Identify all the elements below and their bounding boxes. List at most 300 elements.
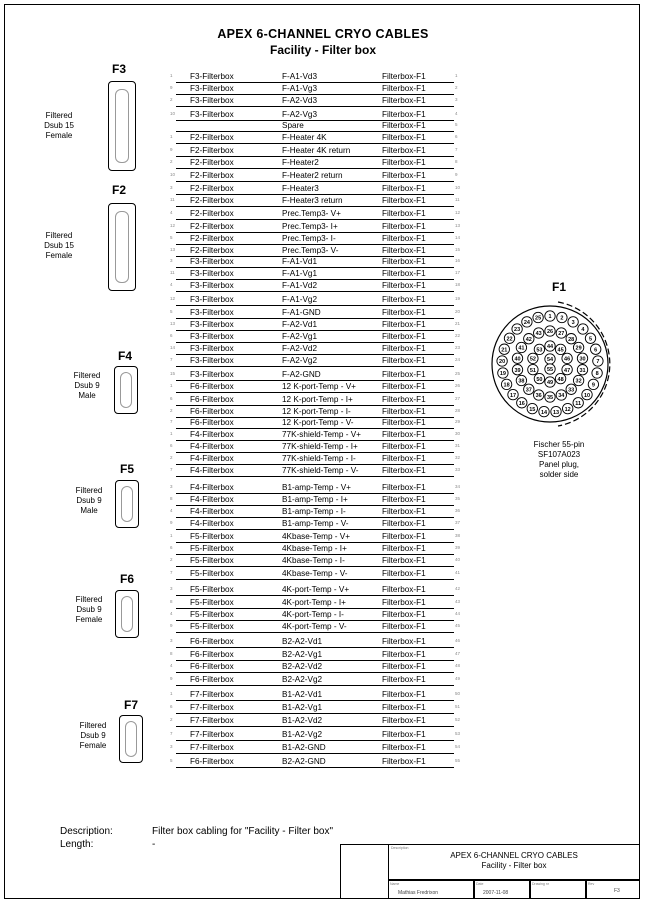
f1-pin-number: 29 bbox=[575, 345, 582, 352]
wire-pin-left: 4 bbox=[170, 508, 173, 513]
wire-signal: 4Kbase-Temp - V+ bbox=[282, 532, 351, 541]
wire-row bbox=[0, 556, 646, 568]
wire-destination: Filterbox-F1 bbox=[382, 96, 426, 105]
wire-row bbox=[0, 222, 646, 234]
wire-source: F6-Filterbox bbox=[190, 407, 234, 416]
f1-pin-number: 26 bbox=[546, 329, 554, 336]
wire-signal: F-A2-Vd3 bbox=[282, 96, 318, 105]
connector-f6-desc-line: Dsub 9 bbox=[76, 605, 102, 614]
wire-signal: B1-amp-Temp - V- bbox=[282, 519, 349, 528]
wire-signal: B2-A2-Vd2 bbox=[282, 662, 323, 671]
title-block-description-caption: Description bbox=[391, 846, 409, 850]
wire-source: F3-Filterbox bbox=[190, 72, 234, 81]
connector-f4-label: F4 bbox=[118, 349, 133, 363]
f1-pin-number: 27 bbox=[558, 331, 565, 338]
connector-f1-desc-line: solder side bbox=[539, 470, 579, 479]
wire-line bbox=[176, 305, 454, 306]
wire-pin-right: 8 bbox=[455, 159, 458, 164]
wire-row bbox=[0, 757, 646, 769]
wire-pin-left: 3 bbox=[170, 638, 173, 643]
wire-source: F6-Filterbox bbox=[190, 395, 234, 404]
wire-signal: F-A2-Vd2 bbox=[282, 344, 318, 353]
wire-destination: Filterbox-F1 bbox=[382, 743, 426, 752]
drawing-title: APEX 6-CHANNEL CRYO CABLES bbox=[217, 27, 429, 41]
wire-pin-right: 19 bbox=[455, 296, 461, 301]
length-value: - bbox=[152, 839, 156, 850]
wire-line bbox=[176, 366, 454, 367]
connector-f5-label: F5 bbox=[120, 462, 135, 476]
wire-destination: Filterbox-F1 bbox=[382, 281, 426, 290]
f1-pin-number: 48 bbox=[557, 376, 564, 383]
wire-destination: Filterbox-F1 bbox=[382, 344, 426, 353]
wire-signal: F-A2-Vg1 bbox=[282, 332, 318, 341]
wire-row bbox=[0, 675, 646, 687]
wire-destination: Filterbox-F1 bbox=[382, 483, 426, 492]
wire-signal: 12 K-port-Temp - V- bbox=[282, 418, 354, 427]
wire-destination: Filterbox-F1 bbox=[382, 757, 426, 766]
title-block-date: 2007-11-08 bbox=[483, 890, 509, 896]
wire-signal: F-A2-GND bbox=[282, 370, 321, 379]
wire-pin-right: 53 bbox=[455, 731, 461, 736]
wire-pin-right: 38 bbox=[455, 533, 461, 538]
f1-pin-number: 28 bbox=[568, 336, 575, 343]
wire-destination: Filterbox-F1 bbox=[382, 72, 426, 81]
wire-signal: 4Kbase-Temp - V- bbox=[282, 569, 348, 578]
wire-source: F4-Filterbox bbox=[190, 466, 234, 475]
wire-source: F3-Filterbox bbox=[190, 320, 234, 329]
wire-signal: F-Heater2 return bbox=[282, 171, 343, 180]
wire-pin-right: 33 bbox=[455, 467, 461, 472]
description-value: Filter box cabling for "Facility - Filter box" bbox=[152, 826, 334, 837]
wire-signal: B1-A2-Vd2 bbox=[282, 716, 323, 725]
wire-source: F7-Filterbox bbox=[190, 716, 234, 725]
wire-row bbox=[0, 121, 646, 133]
wire-destination: Filterbox-F1 bbox=[382, 158, 426, 167]
wire-destination: Filterbox-F1 bbox=[382, 730, 426, 739]
wire-signal: 4Kbase-Temp - I+ bbox=[282, 544, 347, 553]
f1-pin-number: 17 bbox=[509, 392, 517, 399]
title-block-name-caption: Name bbox=[390, 882, 400, 886]
f1-pin-number: 12 bbox=[564, 406, 571, 413]
connector-f3-label: F3 bbox=[112, 62, 127, 76]
wire-pin-right: 52 bbox=[455, 717, 461, 722]
connector-f1-desc-line: Fischer 55-pin bbox=[533, 440, 585, 449]
wire-row bbox=[0, 637, 646, 649]
wire-signal: Prec.Temp3- V- bbox=[282, 246, 339, 255]
f1-pin-number: 33 bbox=[568, 387, 575, 394]
wire-pin-left: 5 bbox=[170, 758, 173, 763]
wire-source: F4-Filterbox bbox=[190, 507, 234, 516]
wire-line bbox=[176, 279, 454, 280]
f1-pin-number: 37 bbox=[525, 387, 532, 394]
wire-signal: 77K-shield-Temp - I- bbox=[282, 454, 356, 463]
wire-pin-left: 3 bbox=[170, 185, 173, 190]
wire-source: F6-Filterbox bbox=[190, 382, 234, 391]
wire-pin-right: 22 bbox=[455, 333, 461, 338]
wire-line bbox=[176, 380, 454, 381]
wire-line bbox=[176, 405, 454, 406]
wire-row bbox=[0, 209, 646, 221]
wire-line bbox=[176, 685, 454, 686]
wire-pin-left: 2 bbox=[170, 717, 173, 722]
wire-source: F5-Filterbox bbox=[190, 610, 234, 619]
wire-line bbox=[176, 440, 454, 441]
wire-line bbox=[176, 554, 454, 555]
connector-f7-label: F7 bbox=[124, 698, 139, 712]
wire-pin-left: 2 bbox=[170, 455, 173, 460]
wire-line bbox=[176, 143, 454, 144]
wire-line bbox=[176, 206, 454, 207]
wire-line bbox=[176, 106, 454, 107]
f1-pin-number: 51 bbox=[529, 367, 536, 374]
wire-signal: 77K-shield-Temp - V+ bbox=[282, 430, 361, 439]
description-label: Description: bbox=[60, 826, 113, 837]
wire-destination: Filterbox-F1 bbox=[382, 622, 426, 631]
wire-destination: Filterbox-F1 bbox=[382, 395, 426, 404]
wire-pin-left: 14 bbox=[170, 345, 176, 350]
wire-signal: F-A1-Vd1 bbox=[282, 257, 318, 266]
wire-line bbox=[176, 464, 454, 465]
f1-pin-number: 11 bbox=[575, 401, 582, 407]
wire-source: F2-Filterbox bbox=[190, 133, 234, 142]
wire-pin-right: 17 bbox=[455, 270, 461, 275]
wire-destination: Filterbox-F1 bbox=[382, 110, 426, 119]
wire-pin-right: 55 bbox=[455, 758, 461, 763]
wire-pin-left: 4 bbox=[170, 663, 173, 668]
connector-f6-desc-line: Female bbox=[75, 615, 103, 624]
wire-row bbox=[0, 598, 646, 610]
wire-line bbox=[176, 131, 454, 132]
wire-line bbox=[176, 156, 454, 157]
wire-destination: Filterbox-F1 bbox=[382, 703, 426, 712]
wire-pin-left: 1 bbox=[170, 134, 173, 139]
wire-pin-left: 6 bbox=[170, 704, 173, 709]
wire-pin-right: 26 bbox=[455, 383, 461, 388]
wire-pin-right: 18 bbox=[455, 282, 461, 287]
wire-signal: 4Kbase-Temp - I- bbox=[282, 556, 345, 565]
wire-line bbox=[176, 579, 454, 580]
wire-line bbox=[176, 291, 454, 292]
wire-pin-left: 2 bbox=[170, 557, 173, 562]
wire-destination: Filterbox-F1 bbox=[382, 675, 426, 684]
wire-pin-left: 13 bbox=[170, 321, 176, 326]
wire-signal: Spare bbox=[282, 121, 304, 130]
wire-pin-left: 15 bbox=[170, 371, 176, 376]
f1-pin-number: 46 bbox=[564, 356, 571, 363]
wire-signal: 4K-port-Temp - V+ bbox=[282, 585, 350, 594]
wire-destination: Filterbox-F1 bbox=[382, 418, 426, 427]
wire-row bbox=[0, 483, 646, 495]
wire-pin-right: 32 bbox=[455, 455, 461, 460]
wire-line bbox=[176, 700, 454, 701]
wire-line bbox=[176, 392, 454, 393]
wire-pin-left: 9 bbox=[170, 85, 173, 90]
wire-source: F6-Filterbox bbox=[190, 637, 234, 646]
wire-source: F2-Filterbox bbox=[190, 171, 234, 180]
connector-f6-label: F6 bbox=[120, 572, 135, 586]
connector-f4-desc-line: Filtered bbox=[73, 371, 101, 380]
wire-destination: Filterbox-F1 bbox=[382, 171, 426, 180]
wire-line bbox=[176, 428, 454, 429]
wire-destination: Filterbox-F1 bbox=[382, 507, 426, 516]
wire-destination: Filterbox-F1 bbox=[382, 269, 426, 278]
wire-destination: Filterbox-F1 bbox=[382, 556, 426, 565]
wire-pin-right: 28 bbox=[455, 408, 461, 413]
connector-f7-desc-line: Dsub 9 bbox=[80, 731, 106, 740]
wire-signal: F-A1-Vd2 bbox=[282, 281, 318, 290]
wire-pin-left: 11 bbox=[170, 197, 175, 202]
f1-pin-number: 52 bbox=[529, 356, 536, 363]
connector-f7-desc-line: Filtered bbox=[79, 721, 107, 730]
wire-pin-left: 8 bbox=[170, 651, 173, 656]
wire-signal: F-A1-Vg2 bbox=[282, 295, 318, 304]
wire-destination: Filterbox-F1 bbox=[382, 585, 426, 594]
wire-pin-right: 1 bbox=[455, 73, 458, 78]
f1-pin-number: 34 bbox=[558, 393, 565, 400]
wire-pin-right: 10 bbox=[455, 185, 461, 190]
wire-row bbox=[0, 716, 646, 728]
wire-pin-right: 30 bbox=[455, 431, 461, 436]
wire-destination: Filterbox-F1 bbox=[382, 356, 426, 365]
wire-line bbox=[176, 94, 454, 95]
wire-pin-left: 6 bbox=[170, 396, 173, 401]
wire-destination: Filterbox-F1 bbox=[382, 370, 426, 379]
wire-destination: Filterbox-F1 bbox=[382, 690, 426, 699]
wire-destination: Filterbox-F1 bbox=[382, 466, 426, 475]
length-label: Length: bbox=[60, 839, 94, 850]
wire-source: F7-Filterbox bbox=[190, 743, 234, 752]
wire-source: F7-Filterbox bbox=[190, 730, 234, 739]
wire-source: F4-Filterbox bbox=[190, 454, 234, 463]
wire-destination: Filterbox-F1 bbox=[382, 519, 426, 528]
wire-source: F3-Filterbox bbox=[190, 356, 234, 365]
wire-row bbox=[0, 703, 646, 715]
wire-signal: 77K-shield-Temp - I+ bbox=[282, 442, 358, 451]
f1-pin-number: 30 bbox=[579, 356, 586, 363]
wire-pin-left: 7 bbox=[170, 357, 173, 362]
wire-pin-left: 3 bbox=[170, 484, 173, 489]
wire-destination: Filterbox-F1 bbox=[382, 598, 426, 607]
wire-pin-right: 50 bbox=[455, 691, 461, 696]
wire-line bbox=[176, 505, 454, 506]
title-block-drawing-caption: Drawing nr bbox=[532, 882, 549, 886]
wire-source: F3-Filterbox bbox=[190, 308, 234, 317]
connector-f1-desc bbox=[514, 440, 604, 480]
wire-pin-left: 3 bbox=[170, 586, 173, 591]
f1-pin-number: 45 bbox=[557, 347, 564, 354]
f1-pin-number: 15 bbox=[529, 406, 536, 413]
wire-signal: 12 K-port-Temp - I- bbox=[282, 407, 351, 416]
wire-source: F6-Filterbox bbox=[190, 675, 234, 684]
wire-row bbox=[0, 196, 646, 208]
wire-signal: F-Heater3 return bbox=[282, 196, 343, 205]
wire-line bbox=[176, 740, 454, 741]
wire-row bbox=[0, 96, 646, 108]
f1-pin-number: 13 bbox=[552, 409, 560, 416]
f1-pin-number: 42 bbox=[525, 336, 532, 343]
wire-pin-left: 9 bbox=[170, 676, 173, 681]
wire-source: F3-Filterbox bbox=[190, 257, 234, 266]
wire-source: F3-Filterbox bbox=[190, 96, 234, 105]
wire-pin-right: 4 bbox=[455, 111, 458, 116]
wire-row bbox=[0, 72, 646, 84]
wire-source: F6-Filterbox bbox=[190, 662, 234, 671]
wire-destination: Filterbox-F1 bbox=[382, 196, 426, 205]
wire-pin-right: 24 bbox=[455, 357, 461, 362]
wire-pin-left: 1 bbox=[170, 533, 173, 538]
f1-pin-number: 21 bbox=[501, 347, 508, 354]
drawing-subtitle: Facility - Filter box bbox=[269, 43, 377, 57]
wire-row bbox=[0, 519, 646, 531]
wire-pin-right: 23 bbox=[455, 345, 461, 350]
f1-pin-number: 32 bbox=[575, 378, 582, 385]
wire-pin-left: 6 bbox=[170, 443, 173, 448]
wire-destination: Filterbox-F1 bbox=[382, 407, 426, 416]
wire-line bbox=[176, 82, 454, 83]
wire-signal: F-A2-Vd1 bbox=[282, 320, 318, 329]
wire-signal: F-Heater3 bbox=[282, 184, 319, 193]
wire-row bbox=[0, 507, 646, 519]
wire-pin-left: 13 bbox=[170, 247, 176, 252]
wire-signal: B2-A2-Vg1 bbox=[282, 650, 323, 659]
wire-signal: 12 K-port-Temp - V+ bbox=[282, 382, 356, 391]
wire-line bbox=[176, 244, 454, 245]
wire-signal: B1-A2-Vd1 bbox=[282, 690, 323, 699]
wire-signal: B1-amp-Temp - I+ bbox=[282, 495, 348, 504]
wire-row bbox=[0, 690, 646, 702]
wire-signal: 77K-shield-Temp - V- bbox=[282, 466, 359, 475]
wire-destination: Filterbox-F1 bbox=[382, 650, 426, 659]
wire-destination: Filterbox-F1 bbox=[382, 295, 426, 304]
f1-pin-number: 8 bbox=[595, 371, 599, 378]
wire-source: F2-Filterbox bbox=[190, 158, 234, 167]
wire-signal: F-A1-GND bbox=[282, 308, 321, 317]
wire-signal: B2-A2-GND bbox=[282, 757, 326, 766]
connector-f3-desc-line: Filtered bbox=[45, 111, 73, 120]
wire-source: F6-Filterbox bbox=[190, 757, 234, 766]
f1-pin-number: 20 bbox=[499, 359, 506, 366]
wire-pin-left: 12 bbox=[170, 296, 176, 301]
f1-pin-number: 2 bbox=[560, 315, 564, 322]
wire-line bbox=[176, 672, 454, 673]
wire-source: F4-Filterbox bbox=[190, 442, 234, 451]
wire-row bbox=[0, 495, 646, 507]
wire-destination: Filterbox-F1 bbox=[382, 222, 426, 231]
wire-pin-left: 9 bbox=[170, 520, 173, 525]
wire-pin-right: 7 bbox=[455, 147, 458, 152]
wire-signal: F-A1-Vd3 bbox=[282, 72, 318, 81]
wire-source: F4-Filterbox bbox=[190, 495, 234, 504]
connector-f4-desc-line: Dsub 9 bbox=[74, 381, 100, 390]
wire-source: F4-Filterbox bbox=[190, 483, 234, 492]
wire-pin-right: 16 bbox=[455, 258, 461, 263]
wire-destination: Filterbox-F1 bbox=[382, 532, 426, 541]
f1-pin-number: 4 bbox=[581, 327, 585, 334]
connector-f3-desc-line: Dsub 15 bbox=[44, 121, 74, 130]
connector-f6-desc-line: Filtered bbox=[75, 595, 103, 604]
wire-signal: F-A2-Vg2 bbox=[282, 356, 318, 365]
wire-pin-right: 45 bbox=[455, 623, 461, 628]
wire-source: F3-Filterbox bbox=[190, 332, 234, 341]
wire-pin-left: 9 bbox=[170, 623, 173, 628]
wire-row bbox=[0, 158, 646, 170]
wire-source: F3-Filterbox bbox=[190, 84, 234, 93]
wire-row bbox=[0, 650, 646, 662]
wire-pin-right: 36 bbox=[455, 508, 461, 513]
f1-pin-number: 41 bbox=[518, 345, 525, 352]
wire-pin-right: 49 bbox=[455, 676, 461, 681]
f1-pin-number: 18 bbox=[503, 382, 510, 389]
wire-destination: Filterbox-F1 bbox=[382, 662, 426, 671]
wire-row bbox=[0, 257, 646, 269]
wire-pin-right: 37 bbox=[455, 520, 461, 525]
wire-source: F3-Filterbox bbox=[190, 281, 234, 290]
connector-f4-desc-line: Male bbox=[78, 391, 96, 400]
f1-pin-number: 31 bbox=[579, 367, 586, 374]
wire-pin-right: 20 bbox=[455, 309, 461, 314]
f1-pin-number: 50 bbox=[536, 376, 543, 383]
connector-f2-desc-line: Dsub 15 bbox=[44, 241, 74, 250]
connector-f5-desc-line: Male bbox=[80, 506, 98, 515]
wire-signal: 4K-port-Temp - I+ bbox=[282, 598, 346, 607]
wire-destination: Filterbox-F1 bbox=[382, 209, 426, 218]
wire-pin-right: 41 bbox=[455, 570, 461, 575]
wire-line bbox=[176, 267, 454, 268]
f1-pin-number: 43 bbox=[535, 331, 542, 338]
wire-source: F3-Filterbox bbox=[190, 370, 234, 379]
wire-pin-left: 8 bbox=[170, 496, 173, 501]
wire-line bbox=[176, 660, 454, 661]
wire-destination: Filterbox-F1 bbox=[382, 246, 426, 255]
wire-source: F5-Filterbox bbox=[190, 544, 234, 553]
wire-signal: B1-A2-Vg2 bbox=[282, 730, 323, 739]
wire-pin-right: 29 bbox=[455, 419, 461, 424]
wire-signal: B2-A2-Vg2 bbox=[282, 675, 323, 684]
wire-pin-right: 44 bbox=[455, 611, 461, 616]
wire-pin-right: 39 bbox=[455, 545, 461, 550]
wire-row bbox=[0, 184, 646, 196]
wire-pin-left: 1 bbox=[170, 431, 173, 436]
wire-row bbox=[0, 730, 646, 742]
wire-pin-left: 5 bbox=[170, 235, 173, 240]
wire-source: F3-Filterbox bbox=[190, 344, 234, 353]
wire-destination: Filterbox-F1 bbox=[382, 442, 426, 451]
wire-row bbox=[0, 146, 646, 158]
wire-source: F5-Filterbox bbox=[190, 532, 234, 541]
title-block-rev-caption: Rev bbox=[588, 882, 595, 886]
wire-destination: Filterbox-F1 bbox=[382, 637, 426, 646]
f1-pin-number: 10 bbox=[583, 392, 591, 399]
wire-source: F2-Filterbox bbox=[190, 196, 234, 205]
wire-destination: Filterbox-F1 bbox=[382, 121, 426, 130]
wire-pin-left: 3 bbox=[170, 744, 173, 749]
wire-pin-right: 9 bbox=[455, 172, 458, 177]
wire-pin-left: 2 bbox=[170, 159, 173, 164]
wire-line bbox=[176, 219, 454, 220]
f1-pin-number: 5 bbox=[588, 336, 593, 343]
wire-pin-left: 1 bbox=[170, 691, 173, 696]
f1-pin-number: 3 bbox=[571, 320, 575, 327]
wire-source: F5-Filterbox bbox=[190, 556, 234, 565]
wire-source: F7-Filterbox bbox=[190, 690, 234, 699]
wire-pin-left: 7 bbox=[170, 731, 173, 736]
f1-pin-number: 36 bbox=[535, 393, 542, 400]
wire-destination: Filterbox-F1 bbox=[382, 234, 426, 243]
wire-line bbox=[176, 330, 454, 331]
connector-f1-desc-line: SF107A023 bbox=[537, 450, 581, 459]
wire-row bbox=[0, 234, 646, 246]
wire-destination: Filterbox-F1 bbox=[382, 133, 426, 142]
